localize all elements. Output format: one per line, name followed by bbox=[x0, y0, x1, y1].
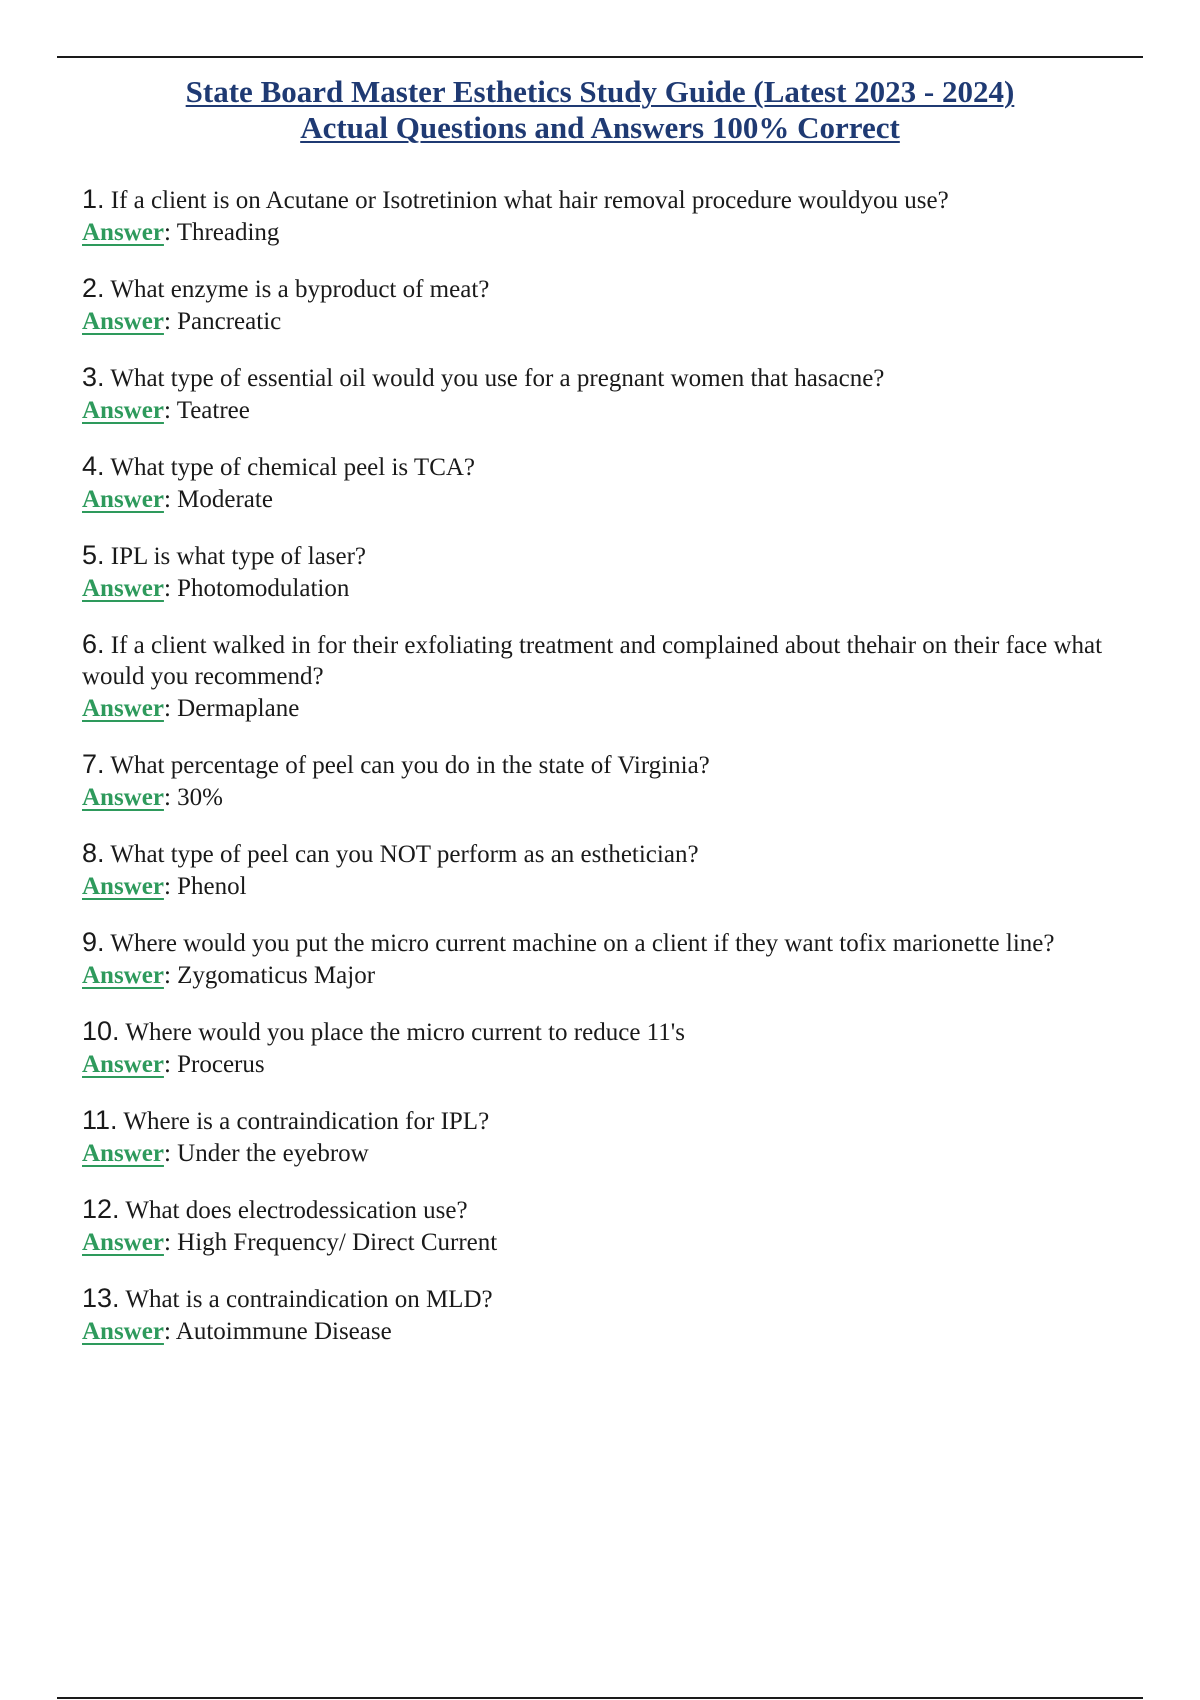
question bbox=[82, 1194, 1122, 1226]
question-text: Where would you place the micro current to reduce 11's bbox=[125, 1019, 685, 1046]
answer-text: Phenol bbox=[177, 873, 247, 900]
question-text: Where is a contraindication for IPL? bbox=[123, 1108, 490, 1135]
answer-text: Photomodulation bbox=[177, 575, 350, 602]
answer: Answer: Photomodulation bbox=[82, 575, 350, 602]
question bbox=[82, 1105, 1122, 1137]
answer: Answer: Pancreatic bbox=[82, 308, 282, 335]
answer-label: Answer bbox=[82, 308, 164, 335]
question bbox=[82, 540, 1122, 572]
question bbox=[82, 184, 1122, 216]
qa-item bbox=[82, 1105, 1122, 1170]
answer-label: Answer bbox=[82, 1051, 164, 1078]
qa-item bbox=[82, 1194, 1122, 1259]
answer-label: Answer bbox=[82, 1140, 164, 1167]
question-number: 13. bbox=[82, 1283, 120, 1313]
answer: Answer: Zygomaticus Major bbox=[82, 962, 376, 989]
question-text: Where would you put the micro current machine on a client if they want tofix marionette line? bbox=[110, 930, 1055, 957]
question bbox=[82, 749, 1122, 781]
qa-item bbox=[82, 749, 1122, 814]
answer-text: 30% bbox=[177, 784, 223, 811]
answer-text: Moderate bbox=[177, 486, 273, 513]
top-divider bbox=[57, 56, 1143, 58]
qa-item bbox=[82, 540, 1122, 605]
question-number: 9. bbox=[82, 927, 105, 957]
answer-label: Answer bbox=[82, 1229, 164, 1256]
qa-item bbox=[82, 629, 1122, 725]
answer: Answer: High Frequency/ Direct Current bbox=[82, 1229, 498, 1256]
question bbox=[82, 629, 1122, 692]
answer-label: Answer bbox=[82, 219, 164, 246]
question-text: What does electrodessication use? bbox=[125, 1197, 468, 1224]
answer: Answer: Phenol bbox=[82, 873, 247, 900]
qa-item bbox=[82, 451, 1122, 516]
question-text: If a client is on Acutane or Isotretinion what hair removal procedure wouldyou use? bbox=[110, 187, 949, 214]
answer-text: Pancreatic bbox=[177, 308, 282, 335]
answer-text: Teatree bbox=[176, 397, 250, 424]
answer-label: Answer bbox=[82, 784, 164, 811]
document-title bbox=[57, 74, 1143, 146]
answer-label: Answer bbox=[82, 486, 164, 513]
answer-text: Zygomaticus Major bbox=[177, 962, 376, 989]
title-line-2: Actual Questions and Answers 100% Correct bbox=[300, 110, 900, 145]
answer: Answer: Procerus bbox=[82, 1051, 265, 1078]
answer-label: Answer bbox=[82, 1318, 164, 1345]
qa-item bbox=[82, 273, 1122, 338]
bottom-divider bbox=[57, 1697, 1143, 1699]
answer-text: Under the eyebrow bbox=[177, 1140, 369, 1167]
answer-text: Procerus bbox=[177, 1051, 265, 1078]
question-text: What type of peel can you NOT perform as an esthetician? bbox=[110, 841, 699, 868]
question-number: 10. bbox=[82, 1016, 120, 1046]
question-number: 5. bbox=[82, 540, 105, 570]
question bbox=[82, 273, 1122, 305]
question-number: 3. bbox=[82, 362, 105, 392]
question-number: 6. bbox=[82, 629, 105, 659]
question-text: What percentage of peel can you do in the state of Virginia? bbox=[110, 752, 710, 779]
answer: Answer: Moderate bbox=[82, 486, 273, 513]
answer: Answer: Under the eyebrow bbox=[82, 1140, 369, 1167]
answer: Answer: Dermaplane bbox=[82, 695, 300, 722]
answer-label: Answer bbox=[82, 575, 164, 602]
question-number: 4. bbox=[82, 451, 105, 481]
answer-text: High Frequency/ Direct Current bbox=[177, 1229, 498, 1256]
answer: Answer: 30% bbox=[82, 784, 223, 811]
answer-text: Autoimmune Disease bbox=[175, 1318, 392, 1345]
question-number: 7. bbox=[82, 749, 105, 779]
qa-item bbox=[82, 1016, 1122, 1081]
question-text: If a client walked in for their exfoliating treatment and complained about thehair on their face what would you recommend? bbox=[82, 632, 1103, 690]
question-text: IPL is what type of laser? bbox=[110, 543, 367, 570]
answer: Answer: Threading bbox=[82, 219, 280, 246]
qa-item bbox=[82, 927, 1122, 992]
qa-item bbox=[82, 1283, 1122, 1348]
question-text: What is a contraindication on MLD? bbox=[125, 1286, 493, 1313]
answer: Answer: Autoimmune Disease bbox=[82, 1318, 392, 1345]
question bbox=[82, 927, 1122, 959]
question bbox=[82, 362, 1122, 394]
answer-text: Threading bbox=[176, 219, 280, 246]
question-text: What enzyme is a byproduct of meat? bbox=[110, 276, 490, 303]
answer-label: Answer bbox=[82, 397, 164, 424]
question-number: 8. bbox=[82, 838, 105, 868]
qa-item bbox=[82, 362, 1122, 427]
question-list bbox=[82, 184, 1122, 1372]
answer-label: Answer bbox=[82, 873, 164, 900]
answer: Answer: Teatree bbox=[82, 397, 250, 424]
answer-text: Dermaplane bbox=[177, 695, 300, 722]
question bbox=[82, 1016, 1122, 1048]
question-text: What type of chemical peel is TCA? bbox=[110, 454, 476, 481]
question bbox=[82, 451, 1122, 483]
question bbox=[82, 838, 1122, 870]
question-number: 2. bbox=[82, 273, 105, 303]
question-number: 1. bbox=[82, 184, 105, 214]
title-line-1: State Board Master Esthetics Study Guide (Latest 2023 - 2024) bbox=[185, 74, 1015, 109]
answer-label: Answer bbox=[82, 962, 164, 989]
question bbox=[82, 1283, 1122, 1315]
question-number: 12. bbox=[82, 1194, 120, 1224]
qa-item bbox=[82, 838, 1122, 903]
qa-item bbox=[82, 184, 1122, 249]
answer-label: Answer bbox=[82, 695, 164, 722]
question-text: What type of essential oil would you use for a pregnant women that hasacne? bbox=[110, 365, 885, 392]
question-number: 11. bbox=[82, 1105, 118, 1135]
